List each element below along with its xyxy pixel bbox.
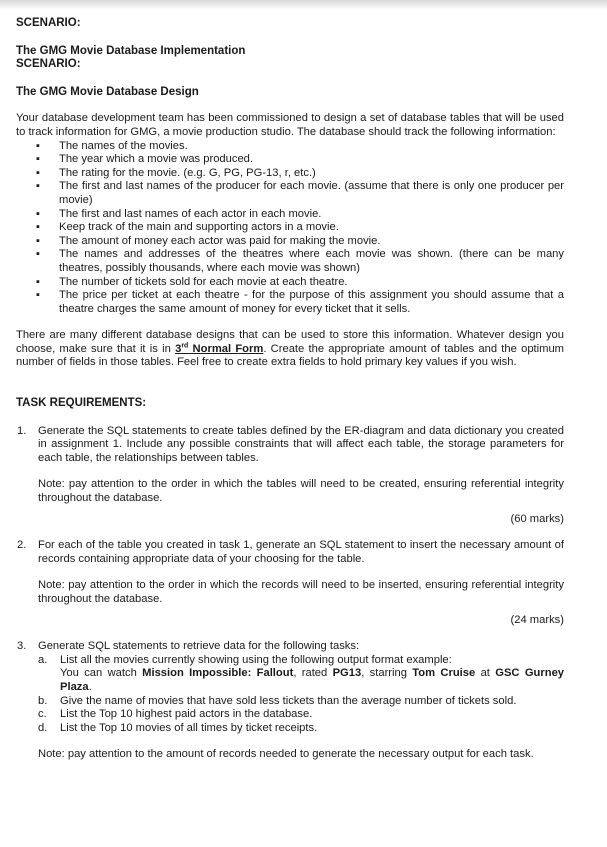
list-item: ▪ The first and last names of each actor in each movie.: [16, 208, 564, 222]
example-text: , starring: [361, 667, 413, 680]
task-3: [16, 640, 564, 654]
task-requirements-heading: TASK REQUIREMENTS:: [16, 397, 147, 410]
list-item: ▪ The first and last names of the producer for each movie. (assume that there is only one producer per movie): [16, 180, 564, 207]
example-movie: Mission Impossible: Fallout: [142, 667, 294, 680]
task-text: Generate the SQL statements to create tables defined by the ER-diagram and data dictionary you created in assignment 1. Include any possible constraints that will affect each table, the storage parameters for each table, the relationships between tables.: [38, 424, 564, 464]
task-number: 1.: [17, 424, 27, 437]
task-note: Note: pay attention to the order in which the records will need to be inserted, ensuring referential integrity throughout the database.: [38, 579, 564, 605]
list-item: ▪ The names of the movies.: [16, 140, 564, 154]
task-3-note-block: [16, 748, 564, 762]
subtask-b: [16, 695, 564, 709]
intro-paragraph: Your database development team has been commissioned to design a set of database tables that will be used to track information for GMG, a movie production studio. The database should track the following information:: [16, 112, 564, 138]
list-item: ▪ The amount of money each actor was paid for making the movie.: [16, 235, 564, 249]
example-text: , rated: [293, 667, 333, 680]
list-item: ▪ The rating for the movie. (e.g. G, PG, PG-13, r, etc.): [16, 167, 564, 181]
normal-form-superscript: rd: [181, 342, 189, 350]
example-text: .: [88, 680, 92, 693]
list-item: ▪ The names and addresses of the theatres where each movie was shown. (there can be many theatres, possibly thousands, where each movie was shown): [16, 248, 564, 275]
scenario-label: SCENARIO:: [16, 17, 81, 29]
design-title: The GMG Movie Database Design: [16, 85, 199, 98]
subtask-letter: d.: [38, 721, 48, 734]
subtask-text: List the Top 10 movies of all times by ticket receipts.: [60, 721, 318, 734]
subtask-letter: c.: [38, 708, 47, 721]
list-item: ▪ The price per ticket at each theatre - for the purpose of this assignment you should assume that a theatre charges the same amount of money for every ticket that it sells.: [16, 289, 564, 316]
design-note-text-2: . Create the appropriate amount of tables and the optimum number of fields in those tables. Feel free to create extra fields to hold primary key values if you wish.: [16, 342, 564, 369]
normal-form-number: 3: [175, 342, 182, 355]
subtask-c: [16, 708, 564, 722]
subtask-d: [16, 722, 564, 736]
example-text: You can watch: [60, 667, 143, 680]
list-item: ▪ The number of tickets sold for each movie at each theatre.: [16, 276, 564, 290]
example-text: at: [475, 667, 496, 680]
scenario-label-2: SCENARIO:: [16, 58, 81, 71]
task-2: [16, 539, 564, 627]
task-text: Generate SQL statements to retrieve data for the following tasks:: [38, 640, 360, 653]
output-example: [60, 667, 564, 694]
subtask-letter: b.: [38, 694, 48, 707]
example-rating: PG13: [332, 667, 362, 680]
subtask-text: List all the movies currently showing using the following output format example:: [60, 653, 452, 666]
task-text: For each of the table you created in task 1, generate an SQL statement to insert the necessary amount of records containing appropriate data of your choosing for the table.: [38, 539, 564, 565]
task-note: Note: pay attention to the order in which the tables will need to be created, ensuring referential integrity throughout the database.: [38, 478, 564, 505]
subtask-text: Give the name of movies that have sold less tickets than the average number of tickets sold.: [60, 694, 517, 707]
example-theatre: GSC Gurney Plaza: [60, 667, 565, 693]
normal-form-term: [175, 343, 263, 355]
subtask-a: [16, 654, 564, 695]
task-note: Note: pay attention to the amount of records needed to generate the necessary output for each task.: [38, 748, 534, 761]
normal-form-label: Normal Form: [188, 342, 264, 355]
document-page: [16, 17, 564, 762]
subtask-text: List the Top 10 highest paid actors in the database.: [60, 708, 313, 721]
example-actor: Tom Cruise: [412, 667, 476, 680]
list-item: ▪ The year which a movie was produced.: [16, 153, 564, 167]
requirements-list: [16, 140, 564, 317]
subtask-letter: a.: [38, 653, 48, 666]
top-shade: [0, 0, 607, 10]
task-1: [16, 425, 564, 527]
task-marks: (24 marks): [510, 613, 564, 626]
design-note-text: There are many different database designs that can be used to store this information. Whatever design you choose, make sure that it is in: [16, 329, 564, 355]
list-item: ▪ Keep track of the main and supporting actors in a movie.: [16, 221, 564, 235]
task-number: 3.: [17, 640, 27, 653]
implementation-title: The GMG Movie Database Implementation: [16, 44, 246, 57]
task-marks: (60 marks): [510, 512, 564, 525]
design-note-paragraph: [16, 329, 564, 370]
task-number: 2.: [17, 539, 27, 552]
